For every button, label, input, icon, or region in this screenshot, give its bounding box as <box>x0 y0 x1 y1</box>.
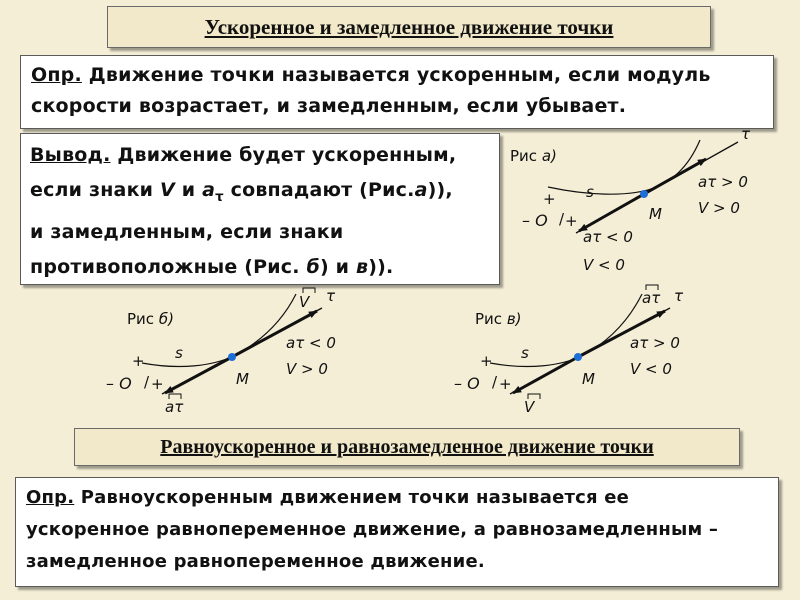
figure-c-plus2: + <box>499 375 512 393</box>
figure-b-trajectory <box>142 294 296 367</box>
figure-c-caption: Рис в) <box>475 310 522 328</box>
figure-b-v-label: V > 0 <box>286 360 328 378</box>
figure-c-slash: / <box>492 373 498 391</box>
figure-b <box>106 287 336 416</box>
figure-c-plus: + <box>480 352 493 370</box>
figure-a-m: M <box>649 205 662 223</box>
conclusion-l2a: если знаки <box>30 179 161 201</box>
conclusion-line3: и замедленным, если знаки <box>30 220 344 243</box>
figure-c-v-vec: V <box>524 398 535 416</box>
figure-a <box>510 125 751 274</box>
conclusion-l2b: и <box>174 179 203 201</box>
section-title-1: Ускоренное и замедленное движение точки <box>204 15 614 39</box>
figure-a-v2-label: V < 0 <box>583 256 625 274</box>
definition-2-line3: замедленное равнопеременное движение. <box>26 551 485 572</box>
figure-c-origin: – O <box>454 374 480 393</box>
figure-b-accel-vector <box>165 357 232 393</box>
figure-a-point-m <box>640 190 648 198</box>
figure-b-a-vec: aτ <box>165 398 184 416</box>
figure-a-trajectory <box>548 140 700 194</box>
figure-b-tau: τ <box>326 287 336 305</box>
figure-a-caption: Рис а) <box>510 147 557 165</box>
conclusion-line1: Движение будет ускоренным, <box>117 144 457 166</box>
figure-c-a-vec: aτ <box>642 289 661 307</box>
conclusion-l4d: в <box>355 255 369 278</box>
definition-1-line1: Движение точки называется ускоренным, если модуль <box>88 64 711 86</box>
symbol-tau: τ <box>215 189 224 205</box>
figure-a-a-label: aτ > 0 <box>698 173 748 191</box>
figure-a-plus2: + <box>565 212 578 230</box>
figure-c-velocity-vector <box>513 357 578 393</box>
figure-c-v-label: V < 0 <box>630 360 672 378</box>
figure-a-accel-vector <box>644 159 706 194</box>
figure-c <box>454 285 684 416</box>
conclusion-l2e: )), <box>427 179 453 201</box>
definition-2-line1: Равноускоренным движением точки называется ее <box>80 487 630 508</box>
definition-1-label: Опр. <box>31 64 82 86</box>
figure-c-s: s <box>521 344 529 362</box>
figure-b-a-label: aτ < 0 <box>286 334 336 352</box>
figure-a-s: s <box>586 183 594 201</box>
conclusion-l4e: )). <box>368 255 394 278</box>
figure-b-m: M <box>236 370 249 388</box>
figure-b-plus: + <box>132 352 145 370</box>
figure-b-caption: Рис б) <box>127 310 174 328</box>
figure-b-slash: / <box>144 373 150 391</box>
figure-c-a-label: aτ > 0 <box>630 334 680 352</box>
figure-b-point-m <box>228 353 236 361</box>
figure-a-plus: + <box>543 190 556 208</box>
definition-box-2 <box>15 477 779 587</box>
figure-a-tau: τ <box>741 125 751 143</box>
figure-b-v-vec: V <box>299 293 310 311</box>
section-title-2: Равноускоренное и равнозамедленное движение точки <box>160 436 654 458</box>
figure-a-origin: – O <box>522 211 548 230</box>
conclusion-label: Вывод. <box>30 144 111 166</box>
title-box-2 <box>74 428 740 466</box>
conclusion-l4c: ) и <box>319 255 356 278</box>
figure-c-point-m <box>574 353 582 361</box>
figure-c-tau: τ <box>674 287 684 305</box>
figure-c-m: M <box>582 370 595 388</box>
conclusion-l4b: б <box>306 255 320 278</box>
definition-2-label: Опр. <box>26 487 75 508</box>
figure-b-origin: – O <box>106 374 132 393</box>
conclusion-l2c: совпадают (Рис. <box>223 179 415 201</box>
conclusion-l4a: противоположные (Рис. <box>30 255 307 278</box>
conclusion-l2d: а <box>414 179 428 201</box>
figure-b-plus2: + <box>151 375 164 393</box>
definition-1-line2: скорости возрастает, и замедленным, если убывает. <box>31 95 627 117</box>
symbol-v: V <box>160 179 175 201</box>
definition-2-line2: ускоренное равнопеременное движение, а равнозамедленным – <box>26 519 719 540</box>
symbol-a: a <box>202 179 216 201</box>
figure-a-a2-label: aτ < 0 <box>583 228 633 246</box>
figure-b-s: s <box>175 344 183 362</box>
definition-2-text <box>26 482 718 578</box>
figure-a-v-label: V > 0 <box>698 199 740 217</box>
figure-a-slash: / <box>559 210 565 228</box>
figure-c-trajectory <box>490 294 642 367</box>
